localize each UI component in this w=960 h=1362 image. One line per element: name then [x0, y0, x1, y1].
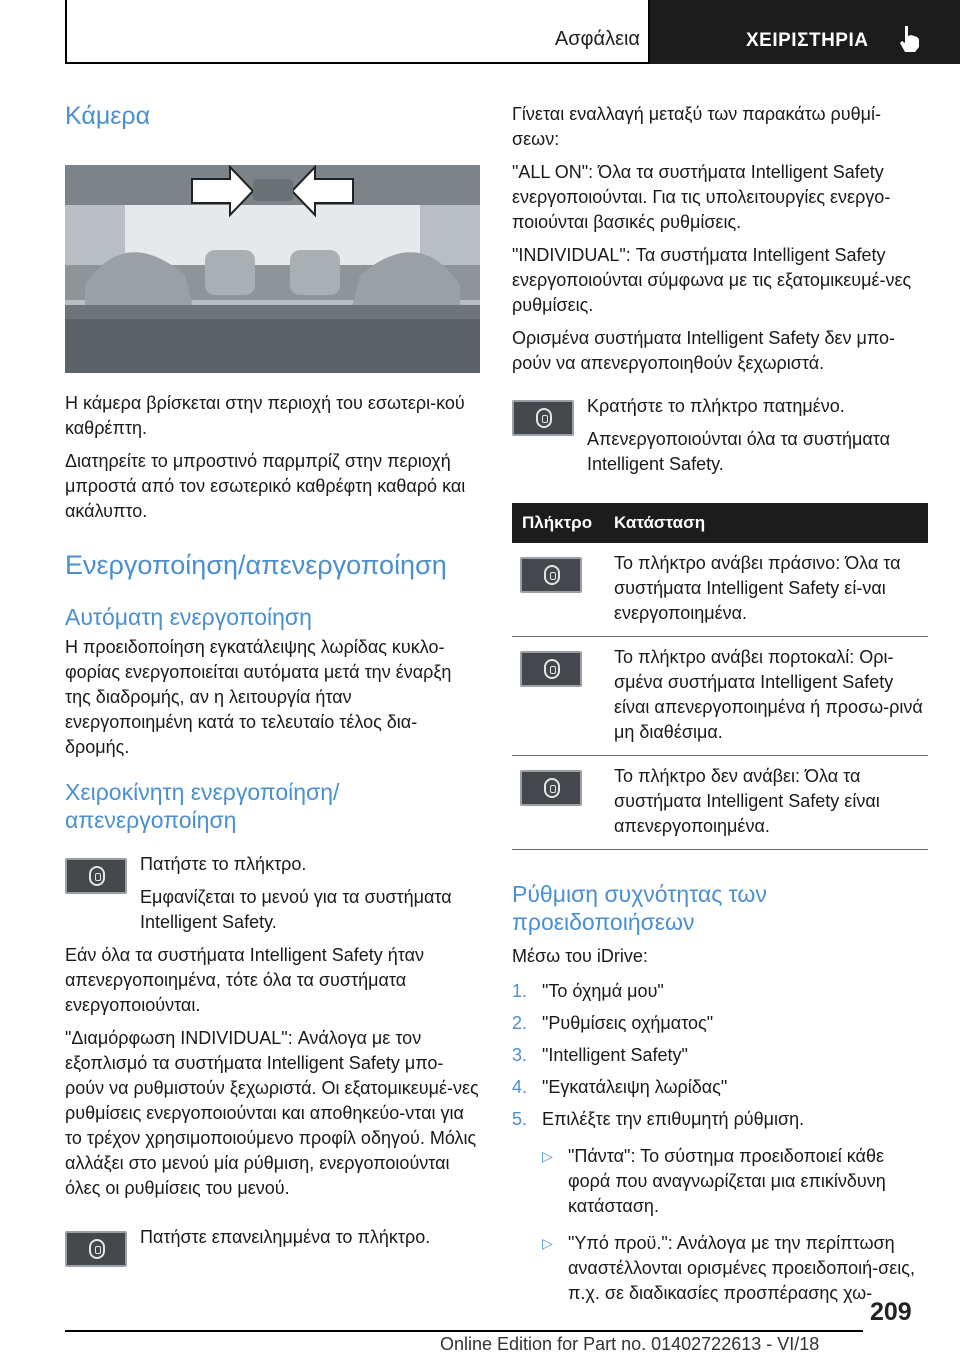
frequency-heading: Ρύθμιση συχνότητας των προειδοποιήσεων	[512, 881, 767, 935]
steps-list	[512, 979, 928, 1132]
table-cell: Το πλήκτρο ανάβει πορτοκαλί: Ορι-σμένα συστήματα Intelligent Safety είναι απενεργοποιημένα ή προσω-ρινά μη διαθέσιμα.	[614, 637, 928, 756]
onoff-heading: Ενεργοποίηση/απενεργοποίηση	[65, 550, 447, 580]
list-item: 4. "Εγκατάλειψη λωρίδας"	[512, 1077, 728, 1097]
lane-icon	[89, 1239, 105, 1259]
button-instruction	[65, 1225, 480, 1250]
button-instruction	[65, 852, 480, 935]
intelligent-safety-button-image	[512, 400, 574, 436]
hand-pointer-icon	[895, 24, 923, 54]
right-column	[512, 96, 928, 1306]
chapter-tab-label: ΧΕΙΡΙΣΤΗΡΙΑ	[746, 30, 869, 51]
footer-edition: Online Edition for Part no. 01402722613 - VI/18	[440, 1334, 820, 1354]
page-number: 209	[870, 1298, 912, 1326]
button-instruction	[512, 394, 928, 477]
table-row	[512, 637, 928, 756]
button-status-table	[512, 503, 928, 850]
paragraph: "INDIVIDUAL": Τα συστήματα Intelligent Safety ενεργοποιούνται σύμφωνα με τις εξατομικευμέ-νες ρυθμίσεις.	[512, 245, 912, 315]
paragraph: Ορισμένα συστήματα Intelligent Safety δεν μπο-ρούν να απενεργοποιηθούν ξεχωριστά.	[512, 328, 896, 373]
paragraph: Κρατήστε το πλήκτρο πατημένο.	[587, 396, 845, 416]
list-item: 1. "Το όχημά μου"	[512, 981, 664, 1001]
triangle-bullet-icon: ▷	[542, 1148, 553, 1164]
lane-icon	[89, 866, 105, 886]
paragraph: "ALL ON": Όλα τα συστήματα Intelligent Safety ενεργοποιούνται. Για τις υπολειτουργίες ενεργο-ποιούνται βασικές ρυθμίσεις.	[512, 162, 891, 232]
table-cell	[512, 756, 614, 850]
paragraph: Εάν όλα τα συστήματα Intelligent Safety ήταν απενεργοποιημένα, τότε όλα τα συστήματα ενεργοποιούνται.	[65, 945, 425, 1015]
table-header: Πλήκτρο	[512, 503, 614, 543]
paragraph: Απενεργοποιούνται όλα τα συστήματα Intelligent Safety.	[587, 429, 891, 474]
paragraph: Η προειδοποίηση εγκατάλειψης λωρίδας κυκλο-φορίας ενεργοποιείται αυτόματα μετά την έναρξη της διαδρομής, αν η λειτουργία ήταν ενεργοποιημένη κατά το τελευταίο τέλος δια-δρομής.	[65, 637, 452, 757]
paragraph: Διατηρείτε το μπροστινό παρμπρίζ στην περιοχή μπροστά από τον εσωτερικό καθρέφτη καθαρό και ακάλυπτο.	[65, 451, 466, 521]
manual-heading: Χειροκίνητη ενεργοποίηση/ απενεργοποίηση	[65, 779, 340, 833]
lane-icon	[544, 659, 560, 679]
paragraph: Μέσω του iDrive:	[512, 946, 648, 966]
intelligent-safety-button-image	[65, 1231, 127, 1267]
list-item: ▷ "Πάντα": Το σύστημα προειδοποιεί κάθε φορά που αναγνωρίζεται μια επικίνδυνη κατάσταση.	[542, 1146, 886, 1216]
camera-heading: Κάμερα	[65, 102, 151, 130]
table-row	[512, 756, 928, 850]
table-header: Κατάσταση	[614, 503, 928, 543]
intelligent-safety-button-image	[520, 651, 582, 687]
list-item: ▷ "Υπό προϋ.": Ανάλογα με την περίπτωση αναστέλλονται ορισμένες προειδοποιή-σεις, π.χ. σε διαδικασίες προσπέρασης χω-	[542, 1233, 915, 1303]
lane-icon	[536, 408, 552, 428]
table-row	[512, 543, 928, 637]
intelligent-safety-button-image	[520, 557, 582, 593]
auto-heading: Αυτόματη ενεργοποίηση	[65, 604, 312, 630]
table-cell: Το πλήκτρο δεν ανάβει: Όλα τα συστήματα Intelligent Safety είναι απενεργοποιημένα.	[614, 756, 928, 850]
lane-icon	[544, 565, 560, 585]
chapter-tab	[650, 0, 960, 64]
list-item: 2. "Ρυθμίσεις οχήματος"	[512, 1013, 714, 1033]
triangle-bullet-icon: ▷	[542, 1235, 553, 1251]
table-cell: Το πλήκτρο ανάβει πράσινο: Όλα τα συστήματα Intelligent Safety εί-ναι ενεργοποιημένα.	[614, 543, 928, 637]
left-column	[65, 96, 480, 1250]
paragraph: "Διαμόρφωση INDIVIDUAL": Ανάλογα με τον εξοπλισμό τα συστήματα Intelligent Safety μπο-ρούν να ρυθμιστούν ξεχωριστά. Οι εξατομικευμέ-νες ρυθμίσεις ενεργοποιούνται και αποθηκεύο-νται για το τρέχον χρησιμοποιούμενο προφίλ οδηγού. Μόλις αλλάξει στο μενού μία ρύθμιση, ενεργοποιούνται όλες οι ρυθμίσεις του μενού.	[65, 1028, 479, 1198]
car-interior-image	[65, 165, 480, 373]
paragraph: Γίνεται εναλλαγή μεταξύ των παρακάτω ρυθμί-σεων:	[512, 104, 882, 149]
header-divider	[65, 62, 650, 64]
camera-photo	[65, 165, 480, 373]
lane-icon	[544, 778, 560, 798]
table-cell	[512, 637, 614, 756]
paragraph: Εμφανίζεται το μενού για τα συστήματα Intelligent Safety.	[140, 887, 452, 932]
header-divider	[65, 0, 67, 62]
footer-divider	[65, 1330, 863, 1332]
paragraph: Πατήστε το πλήκτρο.	[140, 854, 307, 874]
table-cell	[512, 543, 614, 637]
intelligent-safety-button-image	[520, 770, 582, 806]
list-item: 5. Επιλέξτε την επιθυμητή ρύθμιση.	[512, 1109, 805, 1129]
intelligent-safety-button-image	[65, 858, 127, 894]
sub-steps-list	[512, 1144, 928, 1306]
paragraph: Η κάμερα βρίσκεται στην περιοχή του εσωτερι-κού καθρέπτη.	[65, 393, 465, 438]
list-item: 3. "Intelligent Safety"	[512, 1045, 688, 1065]
page-header	[0, 0, 960, 66]
section-title: Ασφάλεια	[554, 28, 640, 50]
paragraph: Πατήστε επανειλημμένα το πλήκτρο.	[140, 1227, 431, 1247]
